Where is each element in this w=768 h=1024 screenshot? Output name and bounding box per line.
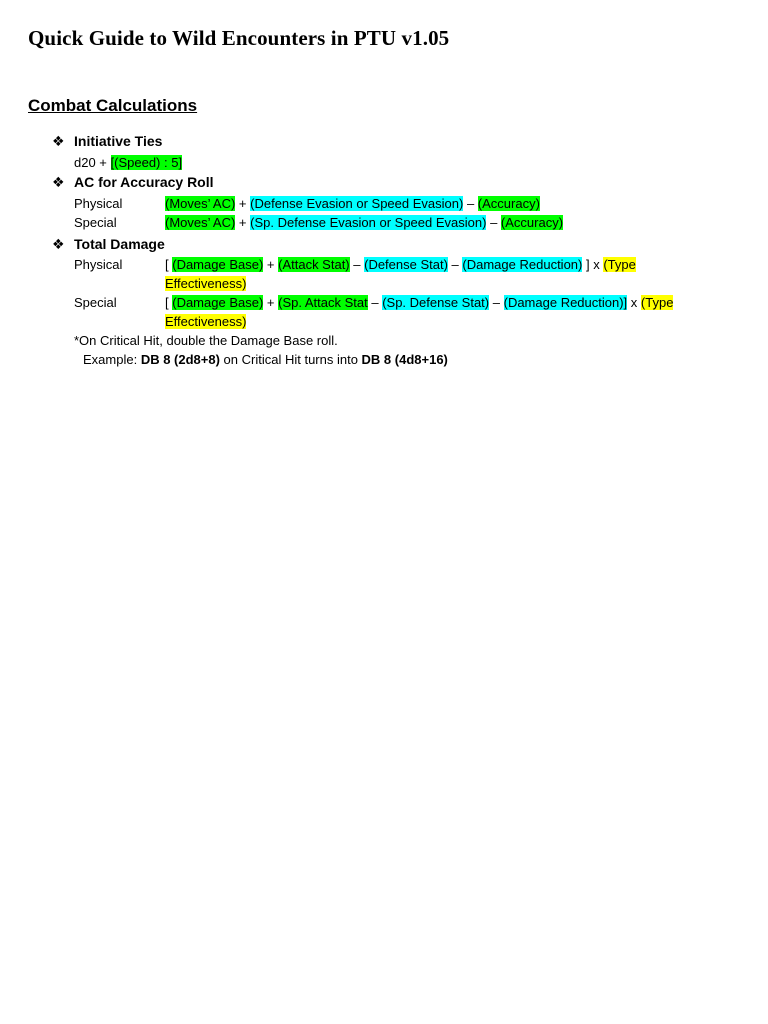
- bullet-diamond-icon: ❖: [52, 236, 65, 252]
- minus-operator: –: [349, 257, 365, 272]
- plus-operator: +: [235, 196, 251, 211]
- damage-special-label: Special: [74, 295, 117, 310]
- accuracy-physical-formula: [165, 194, 710, 213]
- damage-physical-formula: [165, 255, 710, 293]
- example-before-value: DB 8 (2d8+8): [140, 352, 220, 367]
- moves-ac-term: (Moves’ AC): [165, 196, 236, 211]
- example-after-value: DB 8 (4d8+16): [361, 352, 448, 367]
- damage-special-formula: [165, 293, 710, 331]
- open-bracket: [: [165, 295, 173, 310]
- type-effectiveness-term: (Type Effectiveness): [165, 295, 674, 329]
- damage-reduction-term: (Damage Reduction): [462, 257, 583, 272]
- evasion-term: (Defense Evasion or Speed Evasion): [250, 196, 464, 211]
- critical-hit-note: *On Critical Hit, double the Damage Base roll.: [74, 333, 338, 348]
- sp-attack-stat-term: (Sp. Attack Stat: [278, 295, 368, 310]
- example-prefix: Example:: [83, 352, 141, 367]
- section-heading: Combat Calculations: [28, 96, 198, 115]
- accuracy-term: (Accuracy): [500, 215, 564, 230]
- damage-physical-label: Physical: [74, 257, 123, 272]
- sp-defense-stat-term: (Sp. Defense Stat): [382, 295, 490, 310]
- initiative-formula: [74, 153, 374, 172]
- damage-base-term: (Damage Base): [172, 295, 264, 310]
- accuracy-term: (Accuracy): [477, 196, 540, 211]
- attack-stat-term: (Attack Stat): [278, 257, 350, 272]
- type-effectiveness-term: (Type Effectiveness): [165, 257, 636, 291]
- damage-reduction-term: (Damage Reduction)]: [503, 295, 628, 310]
- plus-operator: +: [235, 215, 251, 230]
- initiative-prefix: d20 +: [74, 155, 111, 170]
- bullet-diamond-icon: ❖: [52, 133, 65, 149]
- plus-operator: +: [263, 295, 279, 310]
- multiply-operator: x: [627, 295, 641, 310]
- example-middle-text: on Critical Hit turns into: [219, 352, 362, 367]
- critical-hit-example: [83, 352, 448, 367]
- moves-ac-term: (Moves’ AC): [165, 215, 236, 230]
- damage-heading: Total Damage: [74, 236, 165, 252]
- evasion-term: (Sp. Defense Evasion or Speed Evasion): [250, 215, 487, 230]
- damage-base-term: (Damage Base): [172, 257, 264, 272]
- accuracy-special-label: Special: [74, 215, 117, 230]
- minus-operator: –: [463, 196, 478, 211]
- initiative-heading: Initiative Ties: [74, 133, 163, 149]
- minus-operator: –: [447, 257, 463, 272]
- minus-operator: –: [367, 295, 383, 310]
- minus-operator: –: [486, 215, 501, 230]
- open-bracket: [: [165, 257, 173, 272]
- accuracy-physical-label: Physical: [74, 196, 123, 211]
- plus-operator: +: [263, 257, 279, 272]
- accuracy-special-formula: [165, 213, 710, 232]
- initiative-speed-term: [(Speed) : 5]: [110, 155, 183, 170]
- accuracy-heading: AC for Accuracy Roll: [74, 174, 214, 190]
- minus-operator: –: [489, 295, 504, 310]
- bullet-diamond-icon: ❖: [52, 174, 65, 190]
- defense-stat-term: (Defense Stat): [364, 257, 448, 272]
- document-title: Quick Guide to Wild Encounters in PTU v1.05: [28, 26, 450, 50]
- close-bracket-multiply: ] x: [582, 257, 604, 272]
